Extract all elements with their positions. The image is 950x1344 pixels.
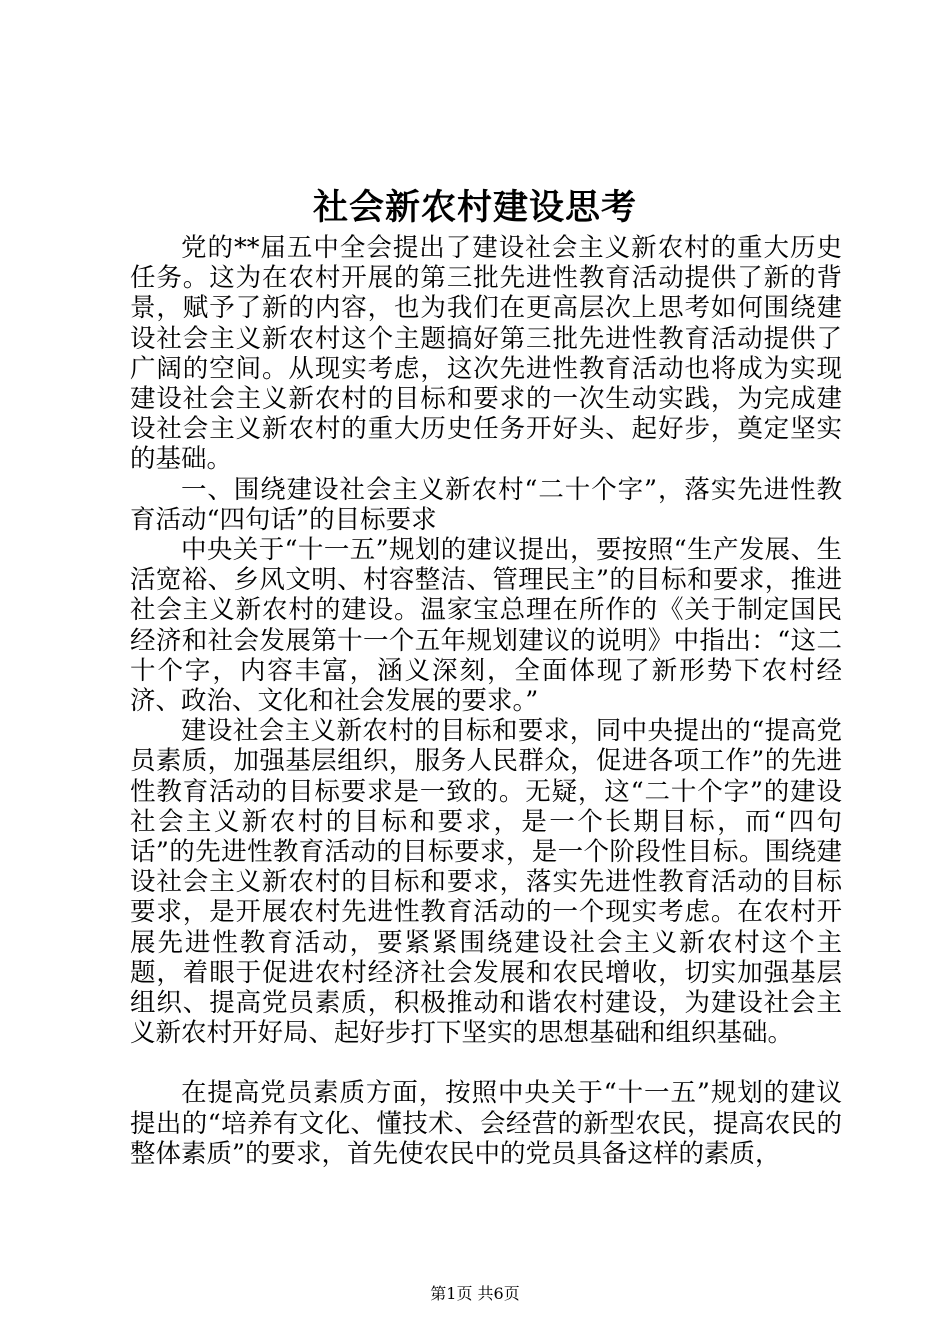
document-body bbox=[130, 233, 842, 1169]
page-number-footer: 第1页 共6页 bbox=[430, 1284, 520, 1303]
paragraph-party-quality: 在提高党员素质方面，按照中央关于“十一五”规划的建议提出的“培养有文化、懂技术、会经营的新型农民，提高农民的整体素质”的要求，首先使农民中的党员具备这样的素质， bbox=[130, 1078, 842, 1169]
section-heading-1: 一、围绕建设社会主义新农村“二十个字”，落实先进性教育活动“四句话”的目标要求 bbox=[130, 474, 842, 535]
paragraph-central-proposal: 中央关于“十一五”规划的建议提出，要按照“生产发展、生活宽裕、乡风文明、村容整洁、管理民主”的目标和要求，推进社会主义新农村的建设。温家宝总理在所作的《关于制定国民经济和社会发展第十一个五年规划建议的说明》中指出：“这二十个字，内容丰富，涵义深刻，全面体现了新形势下农村经济、政治、文化和社会发展的要求。” bbox=[130, 535, 842, 717]
paragraph-goals: 建设社会主义新农村的目标和要求，同中央提出的“提高党员素质，加强基层组织，服务人民群众，促进各项工作”的先进性教育活动的目标要求是一致的。无疑，这“二十个字”的建设社会主义新农村的目标和要求，是一个长期目标，而“四句话”的先进性教育活动的目标要求，是一个阶段性目标。围绕建设社会主义新农村的目标和要求，落实先进性教育活动的目标要求，是开展农村先进性教育活动的一个现实考虑。在农村开展先进性教育活动，要紧紧围绕建设社会主义新农村这个主题，着眼于促进农村经济社会发展和农民增收，切实加强基层组织、提高党员素质，积极推动和谐农村建设，为建设社会主义新农村开好局、起好步打下坚实的思想基础和组织基础。 bbox=[130, 716, 842, 1049]
document-title: 社会新农村建设思考 bbox=[312, 187, 637, 228]
paragraph-intro: 党的**届五中全会提出了建设社会主义新农村的重大历史任务。这为在农村开展的第三批先进性教育活动提供了新的背景，赋予了新的内容，也为我们在更高层次上思考如何围绕建设社会主义新农村这个主题搞好第三批先进性教育活动提供了广阔的空间。从现实考虑，这次先进性教育活动也将成为实现建设社会主义新农村的目标和要求的一次生动实践，为完成建设社会主义新农村的重大历史任务开好头、起好步，奠定坚实的基础。 bbox=[130, 233, 842, 475]
